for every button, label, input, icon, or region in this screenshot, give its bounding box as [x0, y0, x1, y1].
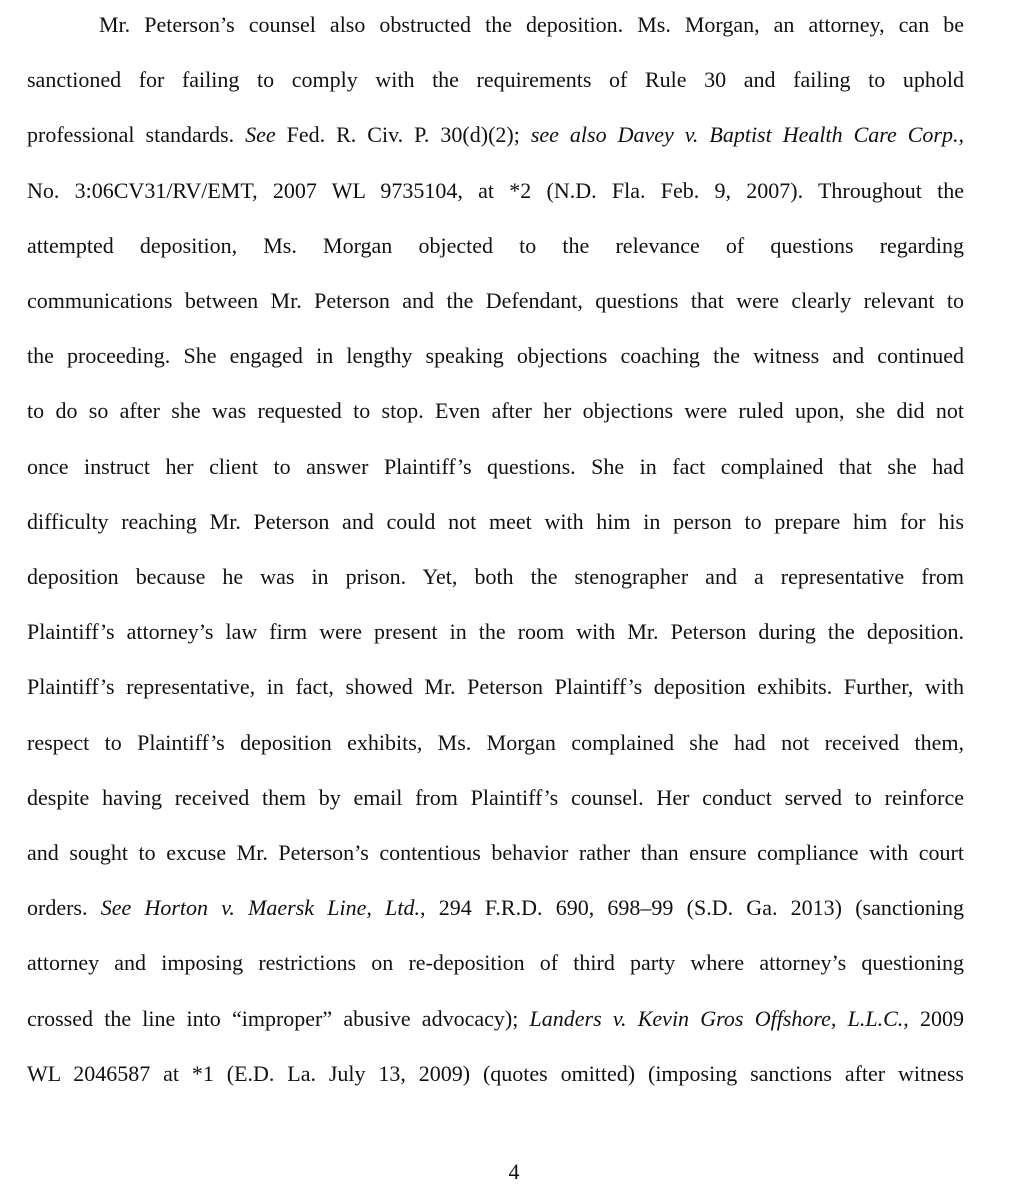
- body-text-segment: despite having received them by email from Plaintiff’s counsel. Her conduct served to reinforce: [27, 784, 964, 810]
- citation-italic-text: See Horton v. Maersk Line, Ltd.: [100, 895, 420, 921]
- body-text-segment: difficulty reaching Mr. Peterson and could not meet with him in person to prepare him for his: [27, 508, 964, 534]
- body-line: [27, 673, 964, 701]
- body-line: [99, 11, 964, 39]
- body-text-segment: communications between Mr. Peterson and the Defendant, questions that were clearly relevant to: [27, 288, 964, 313]
- body-text-segment: , 294 F.R.D. 690, 698–99 (S.D. Ga. 2013) (sanctioning: [419, 895, 964, 921]
- body-line: [27, 563, 964, 591]
- citation-italic-text: Landers v. Kevin Gros Offshore, L.L.C.: [529, 1005, 904, 1031]
- body-text-segment: Plaintiff’s representative, in fact, showed Mr. Peterson Plaintiff’s deposition exhibits. Further, with: [27, 674, 964, 700]
- body-line: [27, 453, 964, 481]
- body-text-segment: and sought to excuse Mr. Peterson’s contentious behavior rather than ensure compliance with court: [27, 840, 964, 865]
- page-number: 4: [508, 1159, 520, 1184]
- body-text-segment: attempted deposition, Ms. Morgan objected to the relevance of questions regarding: [27, 232, 964, 258]
- body-text-segment: deposition because he was in prison. Yet, both the stenographer and a representative from: [27, 564, 964, 589]
- citation-italic-text: see also Davey v. Baptist Health Care Corp.: [530, 122, 959, 148]
- body-text-segment: Fed. R. Civ. P. 30(d)(2);: [275, 122, 531, 148]
- body-line: [27, 618, 964, 646]
- body-line: [27, 177, 964, 205]
- body-line: [27, 784, 964, 812]
- body-line: [27, 66, 964, 94]
- body-line: [27, 287, 964, 315]
- body-text-segment: professional standards.: [27, 122, 246, 148]
- body-text-segment: respect to Plaintiff’s deposition exhibits, Ms. Morgan complained she had not received them,: [27, 729, 964, 755]
- body-text-segment: crossed the line into “improper” abusive advocacy);: [27, 1005, 530, 1031]
- body-line: [27, 1060, 964, 1088]
- body-text-segment: , 2009: [903, 1005, 964, 1031]
- body-line: [27, 232, 964, 260]
- body-line: [27, 1005, 964, 1033]
- body-text-segment: sanctioned for failing to comply with the requirements of Rule 30 and failing to uphold: [27, 67, 964, 93]
- body-text-segment: Mr. Peterson’s counsel also obstructed the deposition. Ms. Morgan, an attorney, can be: [99, 12, 964, 37]
- body-text-segment: the proceeding. She engaged in lengthy speaking objections coaching the witness and continued: [27, 343, 964, 369]
- body-line: [27, 508, 964, 536]
- body-line: [27, 121, 964, 149]
- body-text-segment: attorney and imposing restrictions on re-deposition of third party where attorney’s questioning: [27, 950, 964, 976]
- body-line: [27, 949, 964, 977]
- citation-italic-text: See: [245, 122, 276, 148]
- body-line: [27, 839, 964, 867]
- body-line: [27, 894, 964, 922]
- body-line: [27, 342, 964, 370]
- body-line: [27, 729, 964, 757]
- body-text-segment: ,: [958, 122, 964, 148]
- body-text-segment: once instruct her client to answer Plaintiff’s questions. She in fact complained that she had: [27, 453, 964, 479]
- body-text-segment: WL 2046587 at *1 (E.D. La. July 13, 2009) (quotes omitted) (imposing sanctions after witness: [27, 1060, 964, 1086]
- body-text-segment: No. 3:06CV31/RV/EMT, 2007 WL 9735104, at *2 (N.D. Fla. Feb. 9, 2007). Throughout the: [27, 177, 964, 203]
- body-text-segment: Plaintiff’s attorney’s law firm were present in the room with Mr. Peterson during the deposition.: [27, 619, 964, 645]
- body-text-segment: orders.: [27, 895, 101, 921]
- body-line: [27, 397, 964, 425]
- body-text-segment: to do so after she was requested to stop. Even after her objections were ruled upon, she did not: [27, 398, 964, 424]
